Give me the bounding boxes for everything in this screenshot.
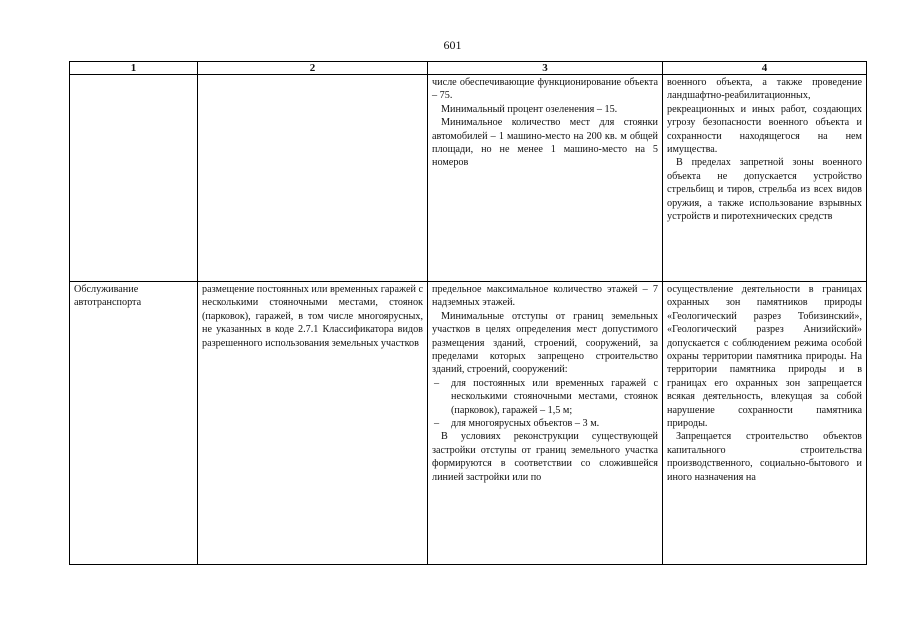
cell-restrictions: [663, 75, 867, 282]
list-item-text: для многоярусных объектов – 3 м.: [451, 418, 600, 430]
cell-parameters: [428, 75, 663, 282]
cell-use-description: размещение постоянных или временных гаражей с несколькими стояночными местами, стоянок (парковок), гаражей, в том числе многоярусных, не указанных в коде 2.7.1 Классификатора видов разрешенного использования земельных участков: [198, 282, 428, 565]
paragraph: числе обеспечивающие функционирование объекта – 75.: [432, 77, 658, 102]
paragraph: предельное максимальное количество этажей – 7 надземных этажей.: [432, 284, 658, 309]
table-header-row: [70, 62, 867, 75]
dash-marker: –: [434, 418, 440, 430]
column-header-3: 3: [428, 62, 663, 75]
cell-use-name: Обслуживание автотранспорта: [70, 282, 198, 565]
column-header-1: 1: [70, 62, 198, 75]
cell-use-description: [198, 75, 428, 282]
dash-marker: –: [434, 377, 440, 389]
paragraph: военного объекта, а также проведение ландшафтно-реабилитационных, рекреационных и иных работ, создающих угрозу безопасности военного объекта и сохранности находящегося на нем имущества.: [667, 77, 862, 156]
page-number: 601: [443, 38, 462, 52]
paragraph: Запрещается строительство объектов капитального строительства производственного, социально-бытового и иного назначения на: [667, 431, 862, 483]
table-row: [70, 282, 867, 565]
cell-parameters: [428, 282, 663, 565]
list-item: [432, 377, 658, 417]
zoning-table: [69, 61, 867, 565]
paragraph: осуществление деятельности в границах охранных зон памятников природы «Геологический разрез Тобизинский», «Геологический разрез Анизийский» допускается с соблюдением режима особой охраны территории памятника природы. На территории памятника природы и в границах его охранных зон запрещается всякая деятельность, влекущая за собой нарушение сохранности памятника природы.: [667, 284, 862, 430]
paragraph: В условиях реконструкции существующей застройки отступы от границ земельного участка формируются в соответствии со сложившейся линией застройки или по: [432, 431, 658, 483]
cell-restrictions: [663, 282, 867, 565]
cell-use-name: [70, 75, 198, 282]
paragraph: Минимальный процент озеленения – 15.: [441, 103, 618, 115]
paragraph: Минимальное количество мест для стоянки автомобилей – 1 машино-место на 200 кв. м общей площади, но не менее 1 машино-место на 5 номеров: [432, 117, 658, 169]
column-header-4: 4: [663, 62, 867, 75]
paragraph: В пределах запретной зоны военного объекта не допускается устройство стрельбищ и тиров, стрельба из всех видов оружия, а также использование взрывных устройств и пиротехнических средств: [667, 157, 862, 223]
setback-list: [432, 377, 658, 431]
column-header-2: 2: [198, 62, 428, 75]
list-item: [432, 417, 658, 430]
table-row: [70, 75, 867, 282]
paragraph: Минимальные отступы от границ земельных участков в целях определения мест допустимого размещения зданий, строений, сооружений, за пределами которых запрещено строительство зданий, строений, сооружений:: [432, 310, 658, 376]
list-item-text: для постоянных или временных гаражей с несколькими стояночными местами, стоянок (парковок), гаражей – 1,5 м;: [451, 377, 658, 416]
